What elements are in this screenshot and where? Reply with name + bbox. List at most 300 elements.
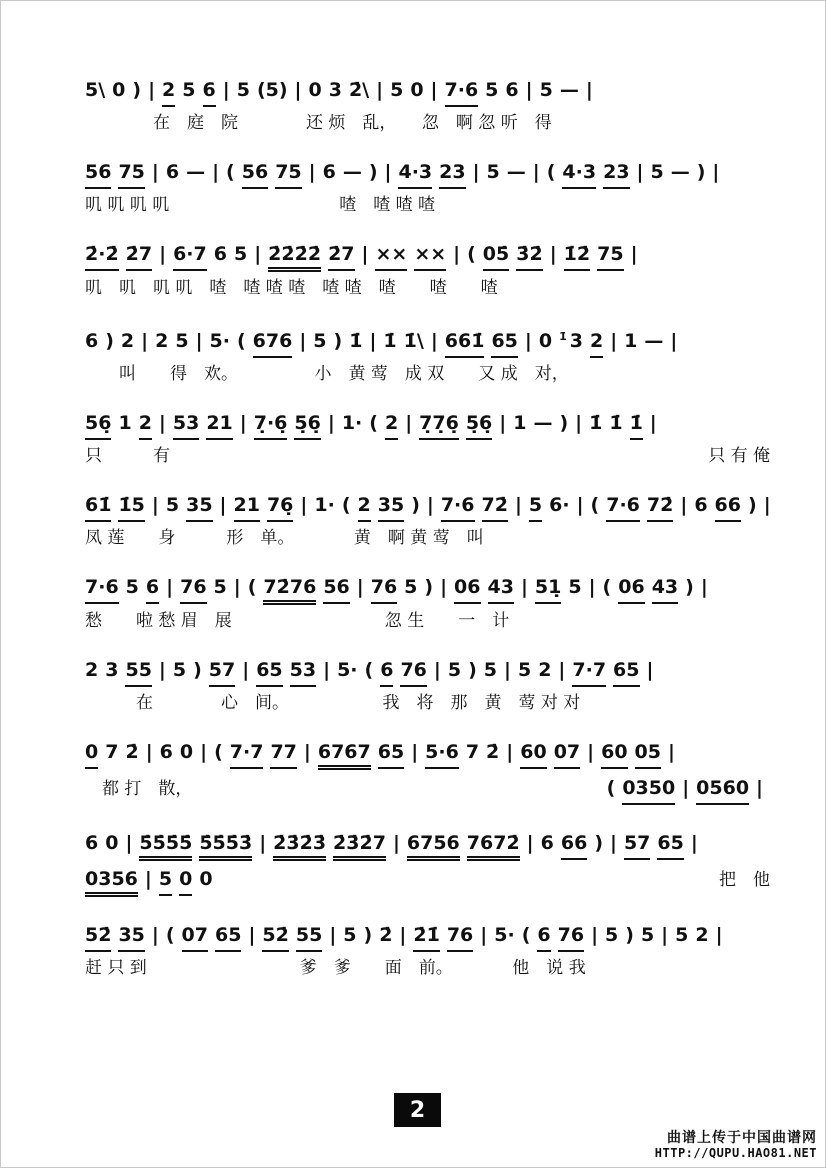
barline: | — [525, 79, 533, 101]
note-token: 43 — [652, 574, 678, 604]
barline: | — [506, 741, 514, 764]
page-number: 2 — [409, 1097, 426, 1123]
note-token: ) — [132, 79, 142, 101]
lyrics-line — [85, 957, 770, 979]
note-token: 1̇\ — [403, 330, 424, 353]
note-token: ( — [369, 412, 378, 435]
note-token: ( — [467, 243, 476, 265]
barline: | — [532, 161, 540, 183]
barline: | — [329, 924, 337, 947]
note-token: 76 — [558, 922, 584, 952]
note-token: 21 — [206, 410, 232, 440]
note-token: 6·7 — [173, 241, 207, 271]
note-token: 6756 — [407, 830, 460, 861]
lyrics-text: 只 有 — [85, 446, 170, 467]
barline: | — [356, 576, 364, 599]
note-token-group — [85, 832, 705, 854]
note-token: 5· — [337, 659, 358, 682]
lyrics-text: 凤 莲 身 形 单。 黄 啊 黄 莺 叫 — [85, 528, 484, 549]
note-token: 5 — [447, 659, 462, 682]
barline: | — [323, 659, 331, 682]
note-token: 65 — [613, 657, 639, 687]
note-token: 1̇ — [383, 330, 397, 353]
note-token: 0 — [105, 832, 119, 855]
note-token: 2̇7 — [126, 241, 152, 271]
note-token: 6 — [540, 832, 554, 855]
lyrics-text: 赶 只 到 爹 爹 面 前。 他 说 我 — [85, 958, 586, 979]
note-token: 0 — [410, 79, 424, 101]
note-token: — — [644, 330, 664, 353]
barline: | — [376, 79, 384, 101]
note-token: 2̇\ — [348, 79, 370, 101]
lyrics-line — [85, 866, 770, 897]
note-token: 72̇ — [647, 492, 673, 522]
note-token: 53 — [173, 410, 199, 440]
note-token: 5 — [640, 924, 655, 947]
barline: | — [219, 494, 227, 517]
note-token: 2̇3̇2̇7 — [333, 830, 386, 861]
note-token: 3 — [105, 659, 119, 682]
note-token: 65 — [256, 657, 282, 687]
note-token: ) — [105, 330, 114, 353]
secondary-voice-notes — [85, 866, 220, 897]
note-token: 5 — [343, 924, 357, 947]
note-token: 6 — [213, 243, 227, 265]
note-token: 5 — [605, 924, 619, 947]
barline: | — [239, 412, 247, 435]
note-token: 2̇·2̇ — [85, 241, 119, 271]
barline: | — [294, 79, 302, 101]
note-token: 35 — [186, 492, 212, 522]
note-token: 1̇ — [609, 412, 623, 435]
lyrics-text: 在 庭 院 还 烦 乱， 忽 啊 忽 听 得 — [85, 113, 552, 133]
note-token: 56 — [323, 574, 349, 604]
barline: | — [159, 243, 167, 265]
note-token-group — [85, 243, 645, 265]
note-token: 5· — [209, 330, 230, 353]
barline: | — [661, 924, 669, 947]
note-token: 52̇ — [262, 922, 288, 952]
note-token: 6 — [165, 161, 180, 183]
page-number-badge — [394, 1093, 441, 1127]
note-token: 5 — [172, 659, 187, 682]
lyrics-text: 都 打 散， — [85, 779, 193, 800]
note-token: 3 — [569, 330, 583, 353]
note-token: 2 — [85, 659, 99, 682]
note-token: 05̇ — [483, 241, 509, 271]
note-token: 0 — [538, 330, 553, 353]
music-system — [85, 922, 770, 979]
barline: | — [433, 659, 441, 682]
note-token: — — [506, 161, 526, 183]
barline: | — [630, 243, 638, 265]
note-token: 76̣ — [267, 492, 293, 522]
barline: | — [233, 576, 241, 599]
barline: | — [670, 330, 678, 353]
note-token: 61̇ — [85, 492, 111, 522]
note-token: 2̇ — [379, 924, 393, 947]
barline: | — [520, 576, 528, 599]
note-token: 2 — [139, 410, 152, 440]
note-token-group — [85, 412, 664, 434]
barline: | — [712, 161, 720, 183]
note-token: 65 — [378, 739, 404, 769]
note-token: 77 — [270, 739, 296, 769]
barline: | — [610, 832, 617, 855]
note-token-group — [85, 330, 684, 352]
note-token: 65 — [215, 922, 241, 952]
note-token: 3 — [328, 79, 342, 101]
note-token: 6 — [537, 922, 550, 952]
barline: | — [649, 412, 657, 435]
note-token: 1̇5 — [118, 492, 144, 522]
note-token: ) — [363, 924, 373, 947]
note-token: ( — [546, 161, 556, 183]
note-token: 5 — [182, 79, 196, 101]
note-token: 76 — [371, 574, 397, 604]
note-token: 06 — [454, 574, 480, 604]
note-token: ) — [685, 576, 694, 599]
barline: | — [248, 924, 256, 947]
note-token: 7̣·6̣ — [254, 410, 288, 440]
credit-text: 曲谱上传于中国曲谱网 — [667, 1130, 817, 1146]
note-token: 5 — [675, 924, 689, 947]
note-token: ×× — [375, 241, 407, 271]
note-token: 7·7 — [572, 657, 606, 687]
barline: | — [549, 243, 557, 265]
lyrics-line — [85, 610, 770, 632]
lyrics-text-right: 只 有 俺 — [708, 446, 770, 467]
note-token: 5 — [213, 576, 227, 599]
barline: | — [405, 412, 413, 435]
note-token: 53 — [290, 657, 316, 687]
note-token: 7̣7̣6̣ — [419, 410, 459, 440]
note-token: 5 — [390, 79, 404, 101]
barline: | — [499, 412, 507, 435]
music-system — [85, 410, 770, 467]
note-token: 6 — [85, 330, 99, 353]
barline: | — [151, 161, 159, 183]
lyrics-text: 愁 啦 愁 眉 展 忽 生 一 计 — [85, 611, 510, 632]
note-token: 5 — [159, 866, 172, 896]
lyrics-text-right: 把 他 — [719, 870, 770, 891]
barline: | — [195, 330, 203, 353]
note-token-group — [85, 161, 726, 183]
note-token: 5 — [404, 576, 418, 599]
barline: | — [158, 659, 166, 682]
note-token: 07 — [182, 922, 208, 952]
barline: | — [200, 741, 208, 764]
note-token: 1 — [118, 412, 132, 435]
note-token: 7 — [465, 741, 480, 764]
music-system — [85, 739, 770, 805]
score-area — [85, 77, 770, 1004]
note-token: 6767 — [318, 739, 371, 770]
barline: | — [125, 832, 133, 855]
note-token: 5̇5̇5̇5̇ — [139, 830, 192, 861]
note-token: — — [342, 161, 362, 183]
lyrics-line — [85, 527, 770, 549]
note-token: 6 — [694, 494, 708, 517]
note-token: 21 — [234, 492, 260, 522]
barline: | — [576, 494, 584, 517]
barline: | — [399, 924, 407, 947]
note-token: 2 — [385, 410, 398, 440]
note-token: 5 — [165, 494, 180, 517]
note-token: 72̇76 — [263, 574, 316, 605]
barline: | — [259, 832, 267, 855]
note-token: 5 — [650, 161, 664, 183]
note-token: 7·6 — [441, 492, 475, 522]
note-token: ( — [165, 924, 175, 947]
note-token: 07 — [554, 739, 580, 769]
notes-line — [85, 922, 770, 952]
note-token: 6 — [322, 161, 336, 183]
note-token: 0 — [179, 866, 192, 896]
note-token: — — [559, 79, 579, 101]
note-token: 76 — [180, 574, 206, 604]
note-token: 0560 — [696, 775, 749, 805]
note-token-group — [85, 79, 600, 101]
note-token: 1̇2̇ — [564, 241, 590, 271]
note-token: 66 — [715, 492, 741, 522]
note-token: ( — [236, 330, 246, 353]
note-token: 6 — [380, 657, 393, 687]
note-token: 6 — [159, 741, 173, 764]
lyrics-line — [85, 112, 770, 134]
note-token: 1̇ — [589, 412, 603, 435]
note-token: 76 — [447, 922, 473, 952]
music-system — [85, 830, 770, 897]
music-system — [85, 241, 770, 299]
barline: | — [610, 330, 618, 353]
barline: | — [585, 79, 593, 101]
music-system — [85, 324, 770, 385]
music-system — [85, 574, 770, 632]
barline: | — [166, 576, 174, 599]
note-token: 5 — [539, 79, 553, 101]
note-token: 2̇2̇2̇2̇ — [268, 241, 321, 272]
lyrics-line — [85, 194, 770, 216]
barline: | — [700, 576, 708, 599]
note-token: ( — [214, 741, 223, 764]
note-token: 5\ — [85, 79, 106, 101]
note-token: ) — [193, 659, 202, 682]
note-token: ( — [247, 576, 257, 599]
note-token: 2̇3̇2̇3̇ — [273, 830, 326, 861]
barline: | — [426, 494, 434, 517]
notes-line — [85, 830, 770, 861]
note-token: 2̇7 — [328, 241, 354, 271]
lyrics-text: 叽 叽 叽 叽 喳 喳 喳 喳 喳 喳 喳 喳 喳 — [85, 278, 498, 298]
barline: | — [526, 832, 534, 855]
barline: | — [646, 659, 654, 682]
note-token: ( — [590, 494, 600, 517]
note-token: 4·3 — [398, 159, 432, 189]
note-token: 5 — [517, 659, 532, 682]
note-token: 1 — [513, 412, 527, 435]
note-token: ) — [594, 832, 603, 855]
note-token: 2 — [590, 328, 603, 358]
barline: | — [524, 330, 532, 353]
note-token: ) — [468, 659, 477, 682]
note-token: ) — [748, 494, 757, 517]
barline: | — [591, 924, 599, 947]
music-system — [85, 657, 770, 714]
note-token: 2̇ — [486, 741, 500, 764]
note-token: 55 — [296, 922, 322, 952]
note-token: 0 — [199, 868, 213, 891]
note-token: ×× — [414, 241, 446, 271]
note-token-group — [85, 659, 660, 681]
note-token: 65 — [491, 328, 517, 358]
notes-line — [85, 241, 770, 272]
note-token: 6 — [85, 832, 99, 855]
note-token: 72̇ — [482, 492, 508, 522]
music-system — [85, 77, 770, 134]
note-token: 2 — [358, 492, 371, 522]
note-token: 23 — [439, 159, 465, 189]
barline: | — [668, 741, 675, 764]
note-token: 66 — [561, 830, 587, 860]
note-token: 56 — [242, 159, 268, 189]
barline: | — [242, 659, 250, 682]
note-token: ( — [602, 576, 612, 599]
note-token: 5̣6̣ — [294, 410, 320, 440]
note-token: ( — [606, 777, 616, 800]
note-token: 75 — [597, 241, 623, 271]
note-token: ) — [696, 161, 706, 183]
note-token: 2 — [695, 924, 709, 947]
note-token: ) — [559, 412, 569, 435]
site-credit — [655, 1131, 817, 1161]
note-token: 57 — [624, 830, 650, 860]
note-token: 65 — [657, 830, 683, 860]
note-token: 5 — [483, 659, 497, 682]
note-token-group — [607, 777, 770, 799]
note-token: 60 — [520, 739, 546, 769]
barline: | — [587, 741, 595, 764]
barline: | — [145, 741, 153, 764]
note-token: 5 — [313, 330, 327, 353]
note-token: 5 — [568, 576, 582, 599]
barline: | — [756, 777, 763, 800]
barline: | — [430, 79, 438, 101]
note-token-group — [85, 494, 778, 516]
notes-line — [85, 324, 770, 358]
barline: | — [222, 79, 230, 101]
note-token: 2̇ — [125, 741, 139, 764]
note-token: 43 — [488, 574, 514, 604]
note-token: 5·6 — [425, 739, 459, 769]
barline: | — [151, 494, 159, 517]
note-token: 6 — [146, 574, 159, 604]
note-token: 35 — [378, 492, 404, 522]
barline: | — [303, 741, 311, 764]
barline: | — [158, 412, 166, 435]
barline: | — [411, 741, 419, 764]
note-token: 5̣6̣ — [466, 410, 492, 440]
music-system — [85, 159, 770, 216]
note-token: (5) — [256, 79, 288, 101]
barline: | — [148, 79, 156, 101]
note-token: 5 — [236, 79, 250, 101]
note-token: 0 — [85, 739, 98, 769]
note-token: ( — [341, 494, 351, 517]
barline: | — [504, 659, 511, 682]
note-token: 75 — [118, 159, 144, 189]
barline: | — [440, 576, 448, 599]
lyrics-line — [85, 775, 770, 805]
note-token: — — [533, 412, 553, 435]
note-token: ( — [521, 924, 531, 947]
music-system — [85, 492, 770, 549]
barline: | — [254, 243, 262, 265]
note-token: 7·6 — [445, 77, 479, 107]
note-token: 7·6 — [606, 492, 640, 522]
note-token: 6 — [505, 79, 519, 101]
secondary-voice-notes — [607, 775, 770, 805]
barline: | — [575, 412, 583, 435]
barline: | — [308, 161, 316, 183]
barline: | — [327, 412, 335, 435]
note-token: 75 — [275, 159, 301, 189]
barline: | — [151, 924, 159, 947]
note-token: 7·7 — [230, 739, 264, 769]
notes-line — [85, 657, 770, 687]
barline: | — [514, 494, 522, 517]
note-token: 0 — [179, 741, 194, 764]
note-token: 56 — [85, 159, 111, 189]
note-token: 661̇ — [445, 328, 485, 358]
note-token: 56̣ — [85, 410, 111, 440]
note-token-group — [85, 868, 220, 890]
note-token: ) — [411, 494, 420, 517]
note-token: 5 — [233, 243, 248, 265]
barline: | — [480, 924, 488, 947]
barline: | — [453, 243, 461, 265]
note-token: 3̇2̇ — [516, 241, 542, 271]
barline: | — [588, 576, 596, 599]
notes-line — [85, 574, 770, 605]
lyrics-text: 在 心 间。 我 将 那 黄 莺 对 对 — [85, 693, 581, 714]
barline: | — [392, 832, 400, 855]
barline: | — [369, 330, 377, 353]
note-token: 5 — [486, 161, 500, 183]
lyrics-line — [85, 277, 770, 299]
note-token: — — [186, 161, 206, 183]
note-token: 5· — [494, 924, 515, 947]
note-token: 7672̇ — [467, 830, 520, 861]
lyrics-text: 叫 得 欢。 小 黄 莺 成 双 又 成 对， — [85, 364, 569, 385]
note-token: 57 — [209, 657, 235, 687]
note-token-group — [85, 741, 682, 763]
barline: | — [763, 494, 771, 517]
note-token: 1· — [314, 494, 335, 517]
note-token: ) — [424, 576, 434, 599]
lyrics-line — [85, 363, 770, 385]
note-token: 2 — [538, 659, 552, 682]
note-token: ) — [368, 161, 378, 183]
note-token: ) — [625, 924, 634, 947]
note-token: 2̇1̇ — [413, 922, 439, 952]
note-token: 4·3 — [562, 159, 596, 189]
note-token: 7·6 — [85, 574, 119, 604]
note-token: 35 — [118, 922, 144, 952]
note-token: 2 — [162, 77, 175, 107]
barline: | — [682, 777, 690, 800]
notes-line — [85, 739, 770, 770]
